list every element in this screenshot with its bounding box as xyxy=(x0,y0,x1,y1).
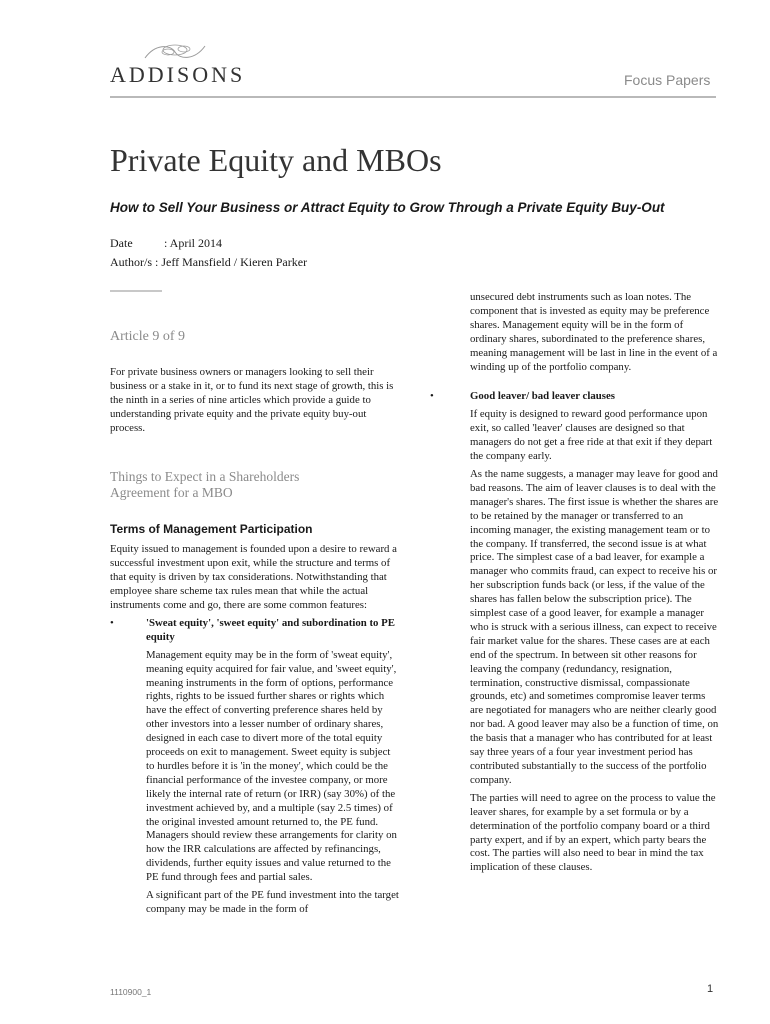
terms-heading: Terms of Management Participation xyxy=(110,522,313,537)
author-value: : Jeff Mansfield / Kieren Parker xyxy=(155,255,308,269)
bullet-heading: Good leaver/ bad leaver clauses xyxy=(470,390,615,403)
terms-paragraph: Equity issued to management is founded upon a desire to reward a successful investment upon exit, while the structure and terms of that equity is driven by tax considerations. Notwithstanding that employee share scheme tax rules mean that while the actual instruments come and go, there are some common features: xyxy=(110,543,397,611)
right-column xyxy=(430,291,720,879)
logo-ornament-icon xyxy=(140,40,210,64)
date-label: Date xyxy=(110,236,133,250)
bullet-icon: • xyxy=(110,616,114,629)
bullet-sweat-equity xyxy=(110,617,400,917)
company-logo-text: ADDISONS xyxy=(110,62,246,87)
section-divider xyxy=(110,290,162,292)
bullet-paragraph: If equity is designed to reward good performance upon exit, so called 'leaver' clauses are designed so that managers do not get a free ride at that exit if they depart the company early. xyxy=(470,408,713,463)
bullet-paragraph: The parties will need to agree on the process to value the leaver shares, for example by a set formula or by a determination of the portfolio company board or a third party expert, and if by an expert, which party bears the cost. The parties will also need to bear in mind the tax implication of these clauses. xyxy=(470,791,716,874)
bullet-paragraph: A significant part of the PE fund investment into the target company may be made in the form of xyxy=(146,889,399,915)
page-number: 1 xyxy=(707,983,714,995)
series-label: Focus Papers xyxy=(624,72,711,88)
page-title: Private Equity and MBOs xyxy=(110,142,442,178)
section-heading-line-2: Agreement for a MBO xyxy=(110,485,233,501)
continued-paragraph-wrap xyxy=(430,291,720,374)
bullet-leaver-clauses xyxy=(430,390,720,875)
continued-paragraph: unsecured debt instruments such as loan notes. The component that is invested as equity may be preference shares. Management equity will be in the form of ordinary shares, subordinated to the preference shares, meaning management will be last in line in the event of a winding up of the portfolio company. xyxy=(470,291,718,373)
section-heading-line-1: Things to Expect in a Shareholders xyxy=(110,469,300,485)
left-column xyxy=(110,330,400,921)
bullet-heading: 'Sweat equity', 'sweet equity' and subordination to PE equity xyxy=(146,616,395,643)
intro-paragraph: For private business owners or managers looking to sell their business or a stake in it, or to fund its next stage of growth, this is the ninth in a series of nine articles which provide a guide to understanding private equity and the private equity buy-out process. xyxy=(110,365,394,434)
document-code: 1110900_1 xyxy=(110,987,152,997)
date-value: : April 2014 xyxy=(164,236,223,250)
bullet-paragraph: As the name suggests, a manager may leave for good and bad reasons. The aim of leaver clauses is to deal with the manager's shares. The first issue is whether the shares are to be retained by the manager or transferred to an incoming manager, the existing management team or to the company. If transferred, the second issue is at what price. The simplest case of a bad leaver, for example a manager who commits fraud, can expect to receive his or her subscription funds back (or less, if the value of the shares has fallen below the subscription price). The simplest case of a good leaver, for example a manager who is struck with a serious illness, can expect to receive fair market value for the shares. These cases are at each end of the spectrum. In between sit other reasons for leaving the company (redundancy, resignation, termination, constructive dismissal, compassionate grounds, etc) and sometimes compromise leaver terms are negotiated for managers who are neither clearly good nor bad. A good leaver may also be a function of time, on the basis that a manager who has contributed for at least say three years of a four year investment period has contributed substantially to the success of the portfolio company. xyxy=(470,467,719,786)
article-number: Article 9 of 9 xyxy=(110,329,186,344)
date-line xyxy=(110,236,222,251)
bullet-icon: • xyxy=(430,390,434,403)
author-line xyxy=(110,255,307,270)
header-divider xyxy=(110,96,716,98)
bullet-paragraph: Management equity may be in the form of 'sweat equity', meaning equity acquired for fair value, and 'sweet equity', meaning instruments in the form of options, performance rights, rights to be issued further shares or rights which have the effect of converting preference shares held by other investors into a lesser number of ordinary shares, designed in each case to divert more of the total equity proceeds on exit to management. Sweet equity is subject to hurdles before it is 'in the money', which could be the financial performance of the investee company, or more likely the internal rate of return (or IRR) (say 30%) of the investment achieved by, and a multiple (say 2.5 times) of the original invested amount returned to, the PE fund. Managers should review these arrangements for clarity on how the IRR calculations are affected by refinancings, dividends, further equity issues and value returned to the PE fund through fees and partial sales. xyxy=(146,648,397,884)
author-label: Author/s xyxy=(110,255,152,269)
page-subtitle: How to Sell Your Business or Attract Equity to Grow Through a Private Equity Buy-Out xyxy=(110,200,665,215)
section-heading xyxy=(110,469,400,501)
